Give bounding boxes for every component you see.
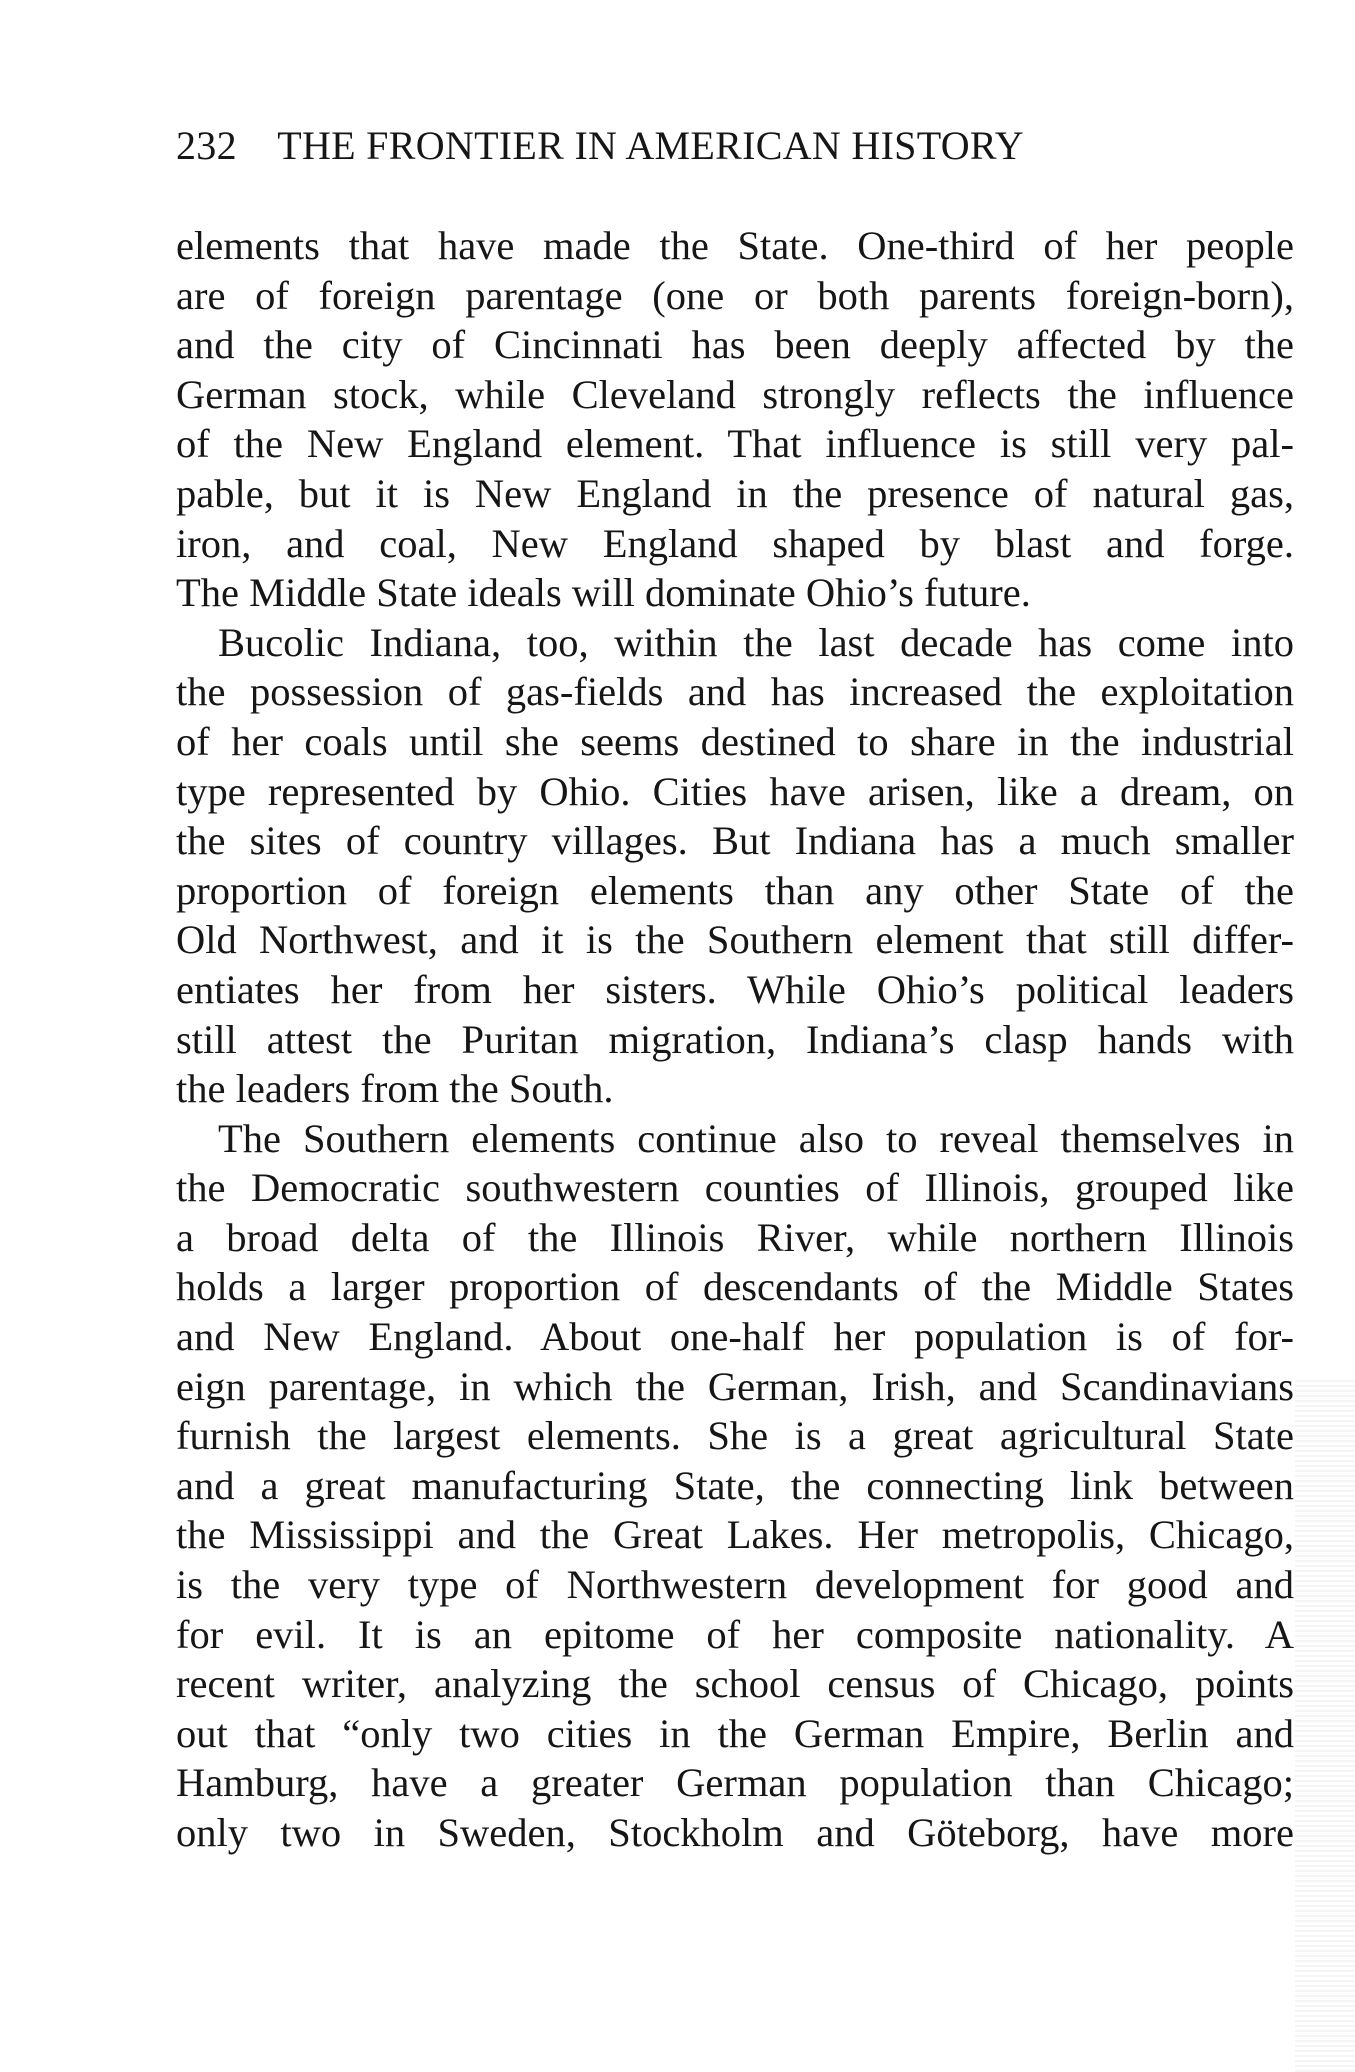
text-line: the possession of gas-fields and has increased the exploitation [176,669,1294,715]
text-line: type represented by Ohio. Cities have arisen, like a dream, on [176,768,1294,814]
text-line: The Southern elements continue also to reveal themselves in [218,1115,1294,1161]
text-line: Bucolic Indiana, too, within the last decade has come into [218,619,1294,665]
text-line: the Mississippi and the Great Lakes. Her metropolis, Chicago, [176,1512,1294,1558]
text-line: proportion of foreign elements than any other State of the [176,867,1294,913]
text-line: of her coals until she seems destined to share in the industrial [176,718,1294,764]
text-line: and a great manufacturing State, the connecting link between [176,1462,1294,1508]
text-line: pable, but it is New England in the presence of natural gas, [176,470,1294,516]
text-line: German stock, while Cleveland strongly reflects the influence [176,371,1294,417]
text-line: eign parentage, in which the German, Irish, and Scandinavians [176,1363,1294,1409]
text-line: holds a larger proportion of descendants of the Middle States [176,1264,1294,1310]
text-line: elements that have made the State. One-third of her people [176,223,1294,268]
text-line: and the city of Cincinnati has been deeply affected by the [176,322,1294,368]
paragraph-1 [176,221,1294,618]
running-title: THE FRONTIER IN AMERICAN HISTORY [277,123,1024,168]
paragraph-3 [176,1114,1294,1858]
paragraph-2 [176,618,1294,1114]
text-line: the Democratic southwestern counties of Illinois, grouped like [176,1165,1294,1211]
text-line: recent writer, analyzing the school census of Chicago, points [176,1661,1294,1707]
text-line: still attest the Puritan migration, Indiana’s clasp hands with [176,1016,1294,1062]
scan-edge-texture [1295,1380,1355,2072]
body-text [176,221,1294,1858]
text-line: Hamburg, have a greater German population than Chicago; [176,1760,1294,1806]
text-line: out that “only two cities in the German Empire, Berlin and [176,1710,1294,1756]
text-line: a broad delta of the Illinois River, while northern Illinois [176,1214,1294,1260]
text-line: and New England. About one-half her population is of for- [176,1314,1294,1360]
text-line: only two in Sweden, Stockholm and Göteborg, have more [176,1810,1294,1855]
text-line: is the very type of Northwestern development for good and [176,1562,1294,1608]
text-line: of the New England element. That influence is still very pal- [176,421,1294,467]
page-number: 232 [176,123,237,168]
text-line: for evil. It is an epitome of her composite nationality. A [176,1611,1294,1657]
text-line: entiates her from her sisters. While Ohio’s political leaders [176,966,1294,1012]
text-line: the leaders from the South. [176,1066,614,1112]
text-line: furnish the largest elements. She is a great agricultural State [176,1413,1294,1459]
text-line: iron, and coal, New England shaped by blast and forge. [176,520,1294,566]
text-line: are of foreign parentage (one or both parents foreign-born), [176,272,1294,318]
running-head [176,118,1176,174]
text-line: The Middle State ideals will dominate Ohio’s future. [176,570,1031,616]
text-line: the sites of country villages. But Indiana has a much smaller [176,818,1294,864]
text-line: Old Northwest, and it is the Southern element that still differ- [176,917,1294,963]
